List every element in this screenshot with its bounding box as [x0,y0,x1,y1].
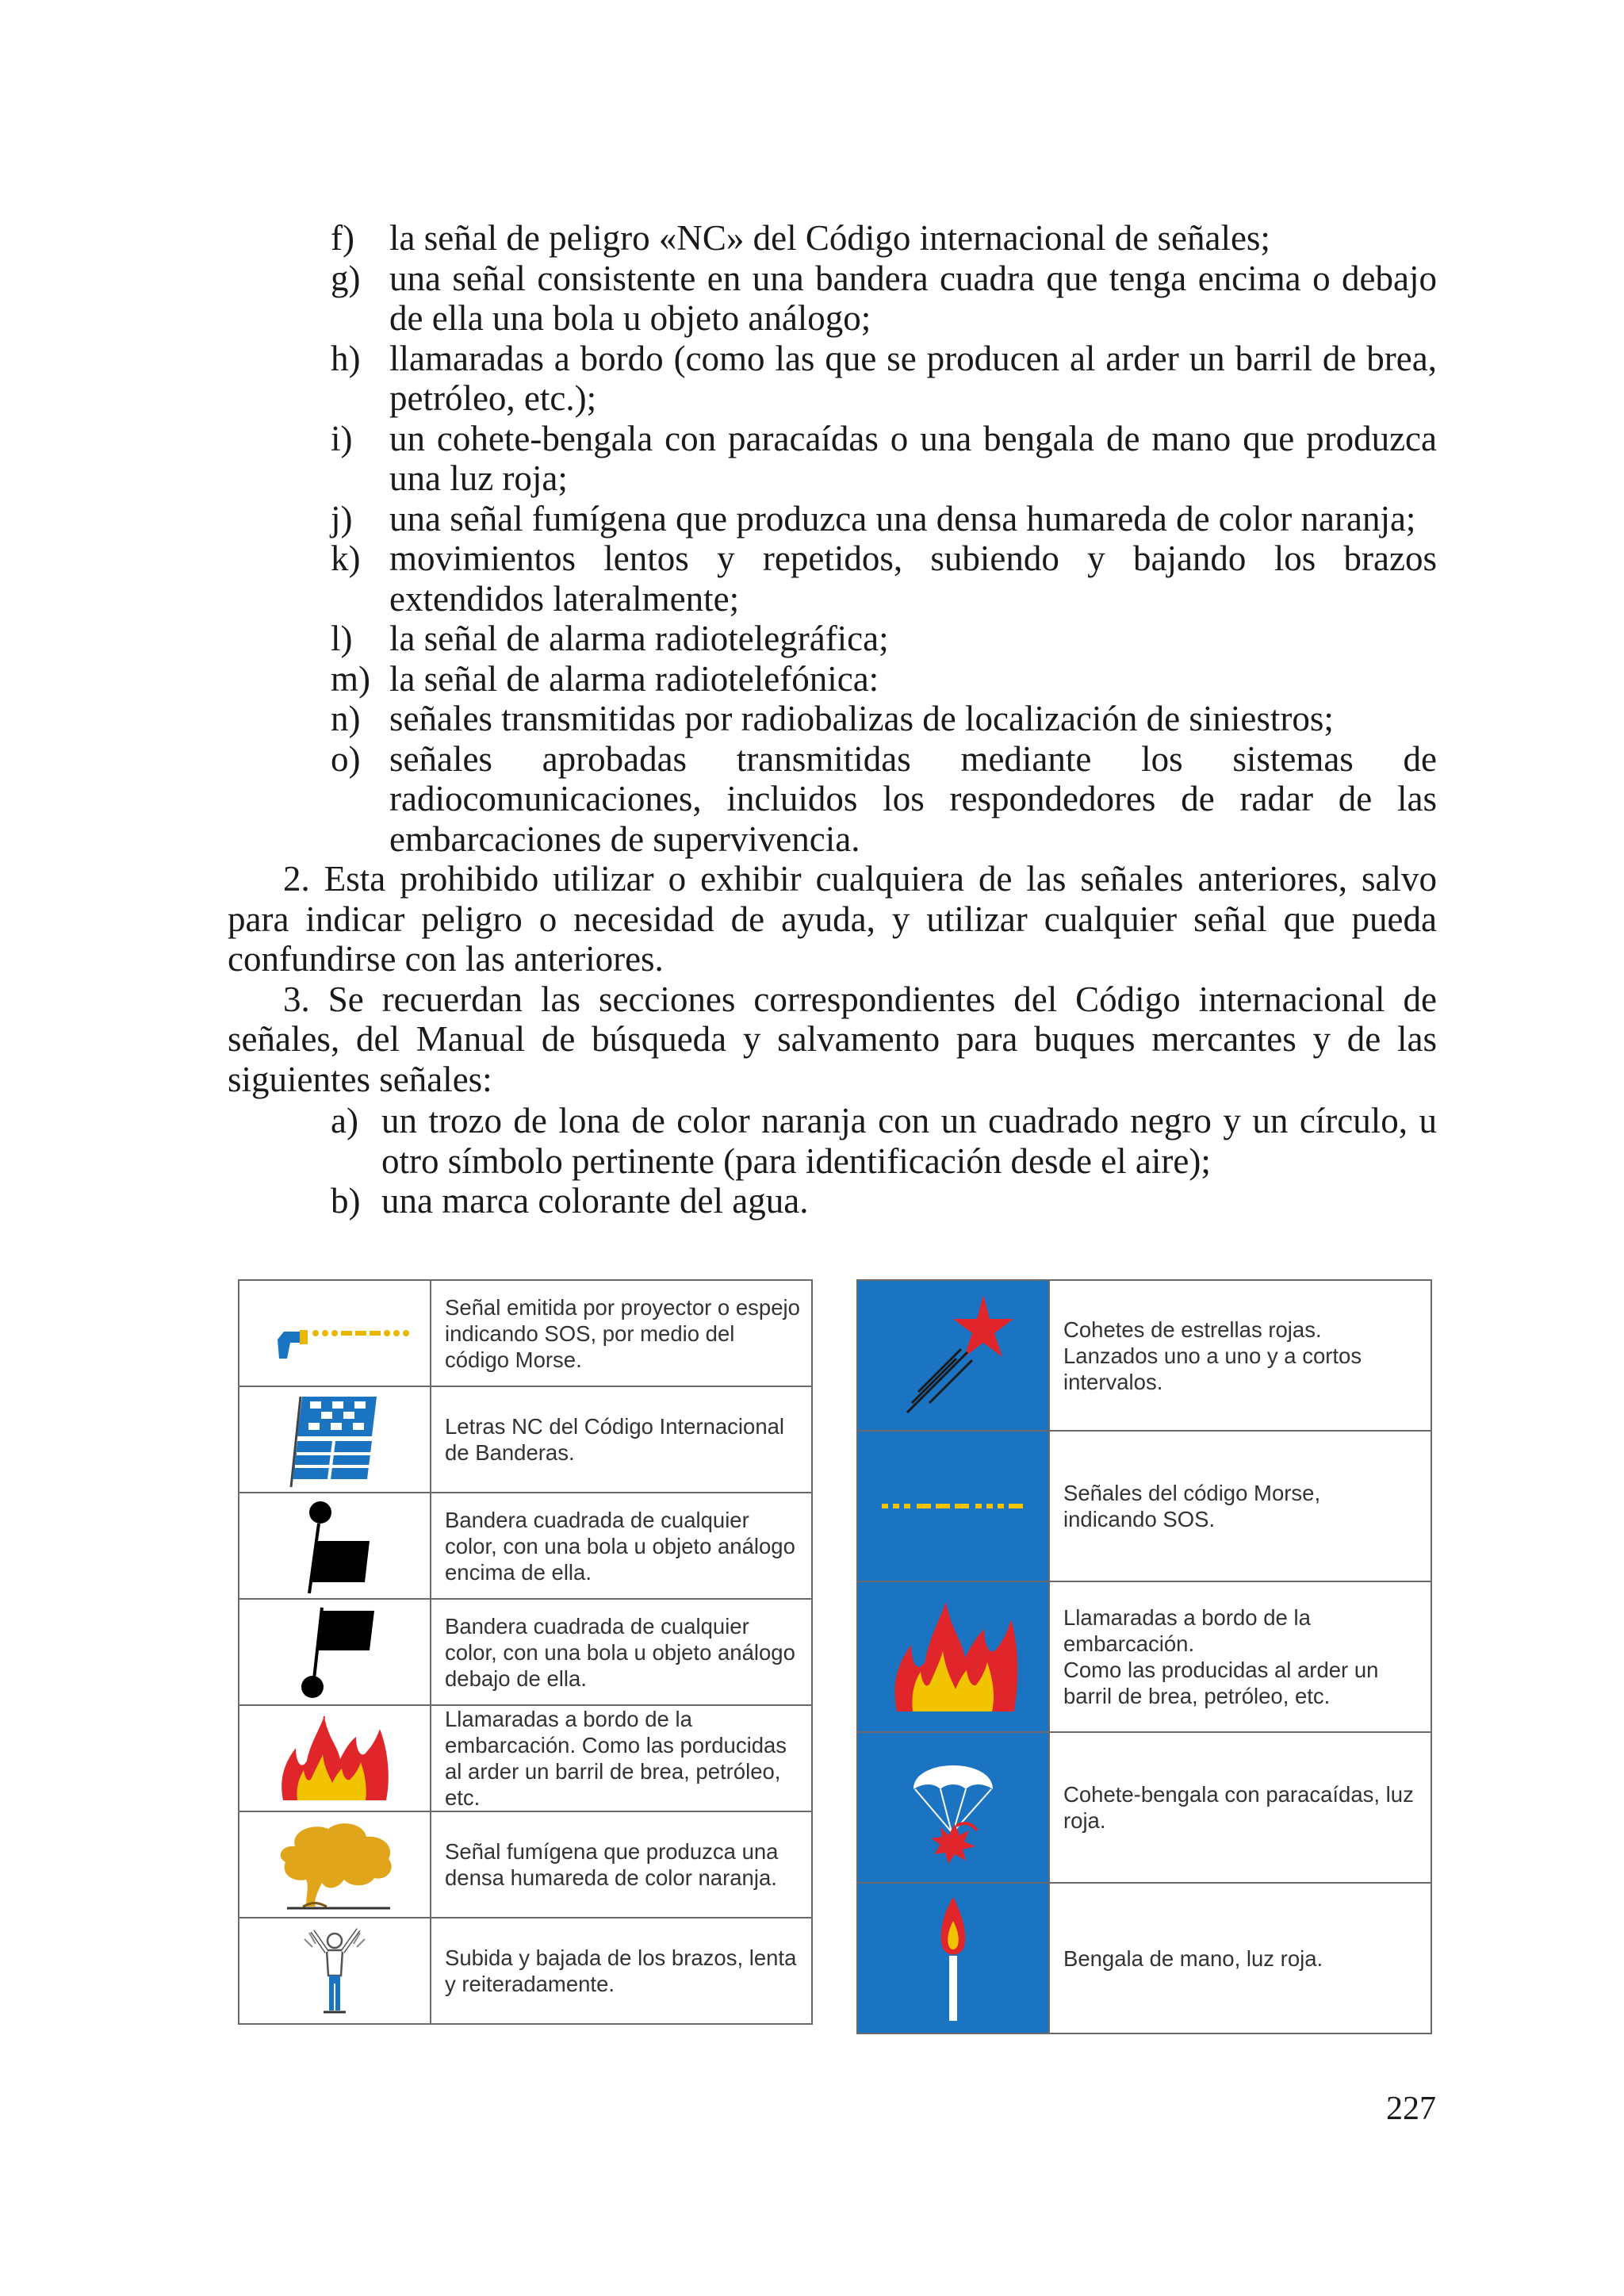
nc-flags-icon [283,1390,386,1489]
table-row [857,1581,1431,1732]
signal-description: Bandera cuadrada de cualquier color, con una bola u objeto análogo encima de ella. [431,1493,812,1599]
list-item: g) una señal consistente en una bandera cuadra que tenga encima o debajo de ella una bola u objeto análogo; [331,258,1437,338]
signal-description: Señal emitida por proyector o espejo indicando SOS, por medio del código Morse. [431,1280,812,1386]
list-item: a) un trozo de lona de color naranja con un cuadrado negro y un círculo, u otro símbolo pertinente (para identificación desde el aire); [331,1101,1437,1181]
signal-description: Llamaradas a bordo de la embarcación. Como las porducidas al arder un barril de brea, petróleo, etc. [431,1705,812,1811]
list-item: l) la señal de alarma radiotelegráfica; [331,619,889,658]
page-number: 227 [1386,2091,1436,2127]
table-row [239,1599,812,1705]
table-row [239,1493,812,1599]
body-text [228,218,1437,1221]
flag-ball-above-icon [287,1497,382,1596]
table-row [239,1280,812,1386]
table-row [239,1918,812,2024]
signal-description: Cohete-bengala con paracaídas, luz roja. [1049,1732,1431,1883]
table-row [857,1883,1431,2033]
orange-smoke-icon [271,1819,398,1911]
table-row [239,1811,812,1918]
list-item: m) la señal de alarma radiotelefónica: [331,658,879,699]
signal-description: Letras NC del Código Internacional de Banderas. [431,1386,812,1493]
signal-description: Bandera cuadrada de cualquier color, con una bola u objeto análogo debajo de ella. [431,1599,812,1705]
list-item: b) una marca colorante del agua. [331,1181,809,1221]
signal-description: Bengala de mano, luz roja. [1049,1883,1431,2033]
distress-signals-list [331,218,1437,859]
list-item: o) señales aprobadas transmitidas mediante los sistemas de radiocomunicaciones, incluidos los respondedores de radar de las embarcaciones de supervivencia. [331,738,1437,859]
distress-signals-table-left [238,1279,813,2025]
list-item: i) un cohete-bengala con paracaídas o una bengala de mano que produzca una luz roja; [331,418,1437,498]
list-item: k) movimientos lentos y repetidos, subiendo y bajando los brazos extendidos lateralmente; [331,539,1437,619]
flag-ball-below-icon [287,1603,382,1702]
signal-lamp-icon [255,1301,414,1365]
flames-icon [275,1713,394,1804]
hand-flare-icon [914,1889,993,2028]
signal-description: Señal fumígena que produzca una densa humareda de color naranja. [431,1811,812,1918]
table-row [857,1732,1431,1883]
table-row [857,1431,1431,1581]
signal-description: Cohetes de estrellas rojas. Lanzados uno a uno y a cortos intervalos. [1049,1280,1431,1431]
list-item: j) una señal fumígena que produzca una densa humareda de color naranja; [331,498,1416,539]
paragraph-2: 2. Esta prohibido utilizar o exhibir cualquiera de las señales anteriores, salvo para indicar peligro o necesidad de ayuda, y utilizar cualquier señal que pueda confundirse con las anteriores. [228,859,1437,979]
flames-icon [886,1597,1021,1716]
additional-signals-list [331,1101,1437,1221]
waving-arms-icon [295,1923,374,2018]
signal-description: Subida y bajada de los brazos, lenta y reiteradamente. [431,1918,812,2024]
signal-description: Llamaradas a bordo de la embarcación. Como las producidas al arder un barril de brea, petróleo, etc. [1049,1581,1431,1732]
list-item: n) señales transmitidas por radiobalizas de localización de siniestros; [331,699,1334,738]
table-row [239,1386,812,1493]
paragraph-3: 3. Se recuerdan las secciones correspondientes del Código internacional de señales, del Manual de búsqueda y salvamento para buques mercantes y de las siguientes señales: [228,979,1437,1099]
table-row [239,1705,812,1811]
distress-signals-table-right [856,1279,1432,2034]
list-item: f) la señal de peligro «NC» del Código internacional de señales; [331,218,1270,258]
signal-description: Señales del código Morse, indicando SOS. [1049,1431,1431,1581]
red-star-rocket-icon [874,1284,1032,1427]
table-row [857,1280,1431,1431]
morse-sos-icon [874,1494,1032,1518]
parachute-flare-icon [890,1738,1017,1877]
list-item: h) llamaradas a bordo (como las que se producen al arder un barril de brea, petróleo, etc.); [331,338,1437,418]
